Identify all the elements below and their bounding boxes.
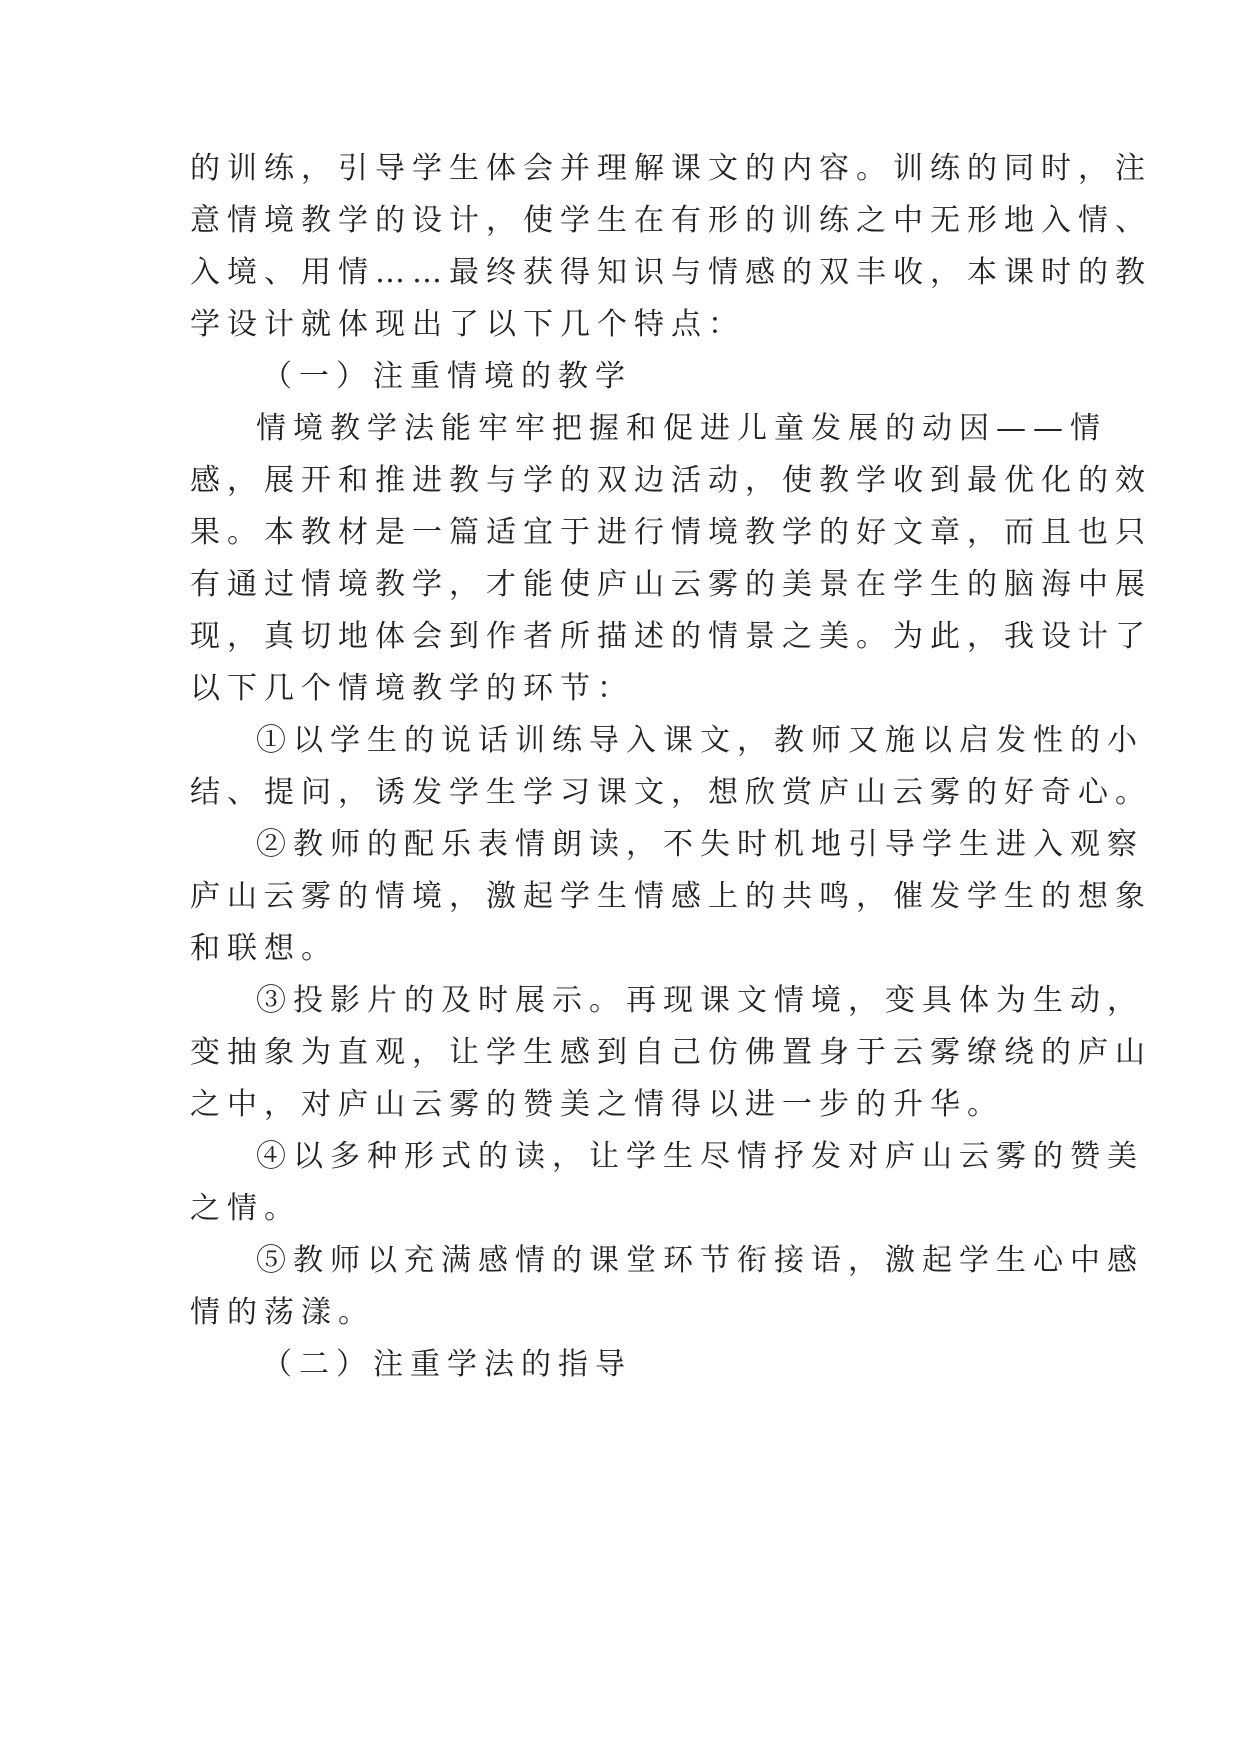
body-text-line: 情境教学法能牢牢把握和促进儿童发展的动因——情 <box>256 411 1107 446</box>
body-text-line: 以下几个情境教学的环节： <box>190 671 634 706</box>
body-text-line: 果。本教材是一篇适宜于进行情境教学的好文章，而且也只 <box>190 515 1152 550</box>
body-text-line: 的训练，引导学生体会并理解课文的内容。训练的同时，注 <box>190 151 1152 186</box>
body-text-line: 意情境教学的设计，使学生在有形的训练之中无形地入情、 <box>190 203 1152 238</box>
list-item-2: ②教师的配乐表情朗读，不失时机地引导学生进入观察 <box>256 827 1144 862</box>
list-item-3: ③投影片的及时展示。再现课文情境，变具体为生动， <box>256 983 1144 1018</box>
list-item-4: ④以多种形式的读，让学生尽情抒发对庐山云雾的赞美 <box>256 1139 1144 1174</box>
body-text-line: 学设计就体现出了以下几个特点： <box>190 307 745 342</box>
section-heading-2: （二）注重学法的指导 <box>262 1347 632 1382</box>
body-text-line: 现，真切地体会到作者所描述的情景之美。为此，我设计了 <box>190 619 1152 654</box>
body-text-line: 之情。 <box>190 1191 301 1226</box>
body-text-line: 和联想。 <box>190 931 338 966</box>
body-text-line: 结、提问，诱发学生学习课文，想欣赏庐山云雾的好奇心。 <box>190 775 1152 810</box>
list-item-5: ⑤教师以充满感情的课堂环节衔接语，激起学生心中感 <box>256 1243 1144 1278</box>
body-text-line: 入境、用情……最终获得知识与情感的双丰收，本课时的教 <box>190 255 1152 290</box>
body-text-line: 庐山云雾的情境，激起学生情感上的共鸣，催发学生的想象 <box>190 879 1152 914</box>
body-text-line: 感，展开和推进教与学的双边活动，使教学收到最优化的效 <box>190 463 1152 498</box>
body-text-line: 之中，对庐山云雾的赞美之情得以进一步的升华。 <box>190 1087 1004 1122</box>
section-heading-1: （一）注重情境的教学 <box>262 359 632 394</box>
body-text-line: 有通过情境教学，才能使庐山云雾的美景在学生的脑海中展 <box>190 567 1152 602</box>
body-text-line: 情的荡漾。 <box>190 1295 375 1330</box>
body-text-line: 变抽象为直观，让学生感到自己仿佛置身于云雾缭绕的庐山 <box>190 1035 1152 1070</box>
list-item-1: ①以学生的说话训练导入课文，教师又施以启发性的小 <box>256 723 1144 758</box>
